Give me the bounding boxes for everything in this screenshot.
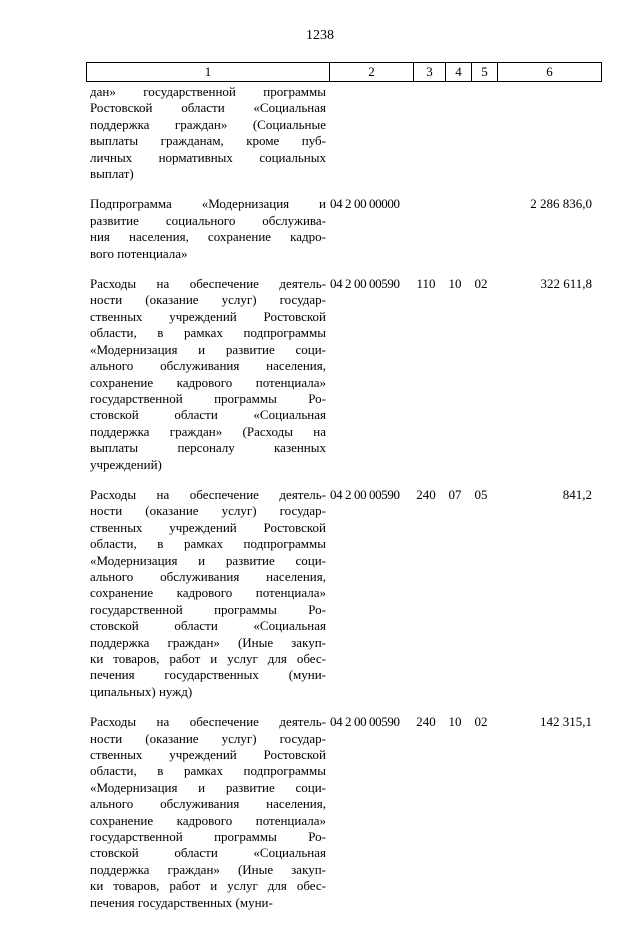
table-row (86, 84, 602, 182)
table-row (86, 714, 602, 911)
description-line: ственных учреждений Ростовской (90, 308, 326, 324)
row-expense-type: 110 (416, 276, 436, 292)
description-line: учреждений) (90, 456, 162, 472)
description-line: ципальных) нужд) (90, 683, 193, 699)
table-row (86, 276, 602, 473)
description-line: «Модернизация и развитие соци- (90, 552, 326, 568)
row-expense-type: 240 (416, 714, 436, 730)
description-line: сохранение кадрового потенциала» (90, 585, 326, 601)
row-subsection (468, 84, 494, 182)
description-line: поддержка граждан» (Иные закуп- (90, 861, 326, 877)
row-subsection: 02 (474, 714, 488, 730)
description-line: вого потенциала» (90, 245, 188, 261)
description-line: ственных учреждений Ростовской (90, 747, 326, 763)
header-col-1: 1 (204, 64, 212, 79)
row-sum (494, 84, 598, 182)
description-line: «Модернизация и развитие соци- (90, 779, 326, 795)
description-line: печения государственных (муни- (90, 894, 273, 910)
row-sum: 322 611,8 (540, 276, 592, 292)
row-sum: 142 315,1 (540, 714, 592, 730)
description-line: государственной программы Ро- (90, 829, 326, 845)
description-line: Ростовской области «Социальная (90, 100, 326, 116)
description-line: ального обслуживания населения, (90, 568, 326, 584)
description-line: сохранение кадрового потенциала» (90, 374, 326, 390)
header-col-3: 3 (413, 63, 445, 81)
row-sum: 2 286 836,0 (530, 196, 592, 212)
row-subsection: 05 (474, 486, 488, 502)
description-line: поддержка граждан» (Расходы на (90, 423, 326, 439)
description-line: стовской области «Социальная (90, 845, 326, 861)
description-line: ки товаров, работ и услуг для обес- (90, 651, 326, 666)
description-line: развитие социального обслужива- (90, 212, 326, 228)
description-line: ности (оказание услуг) государ- (90, 503, 326, 519)
description-line: поддержка граждан» (Иные закуп- (90, 634, 326, 650)
row-section (442, 196, 468, 262)
description-line: выплаты персоналу казенных (90, 440, 326, 456)
description-line: Расходы на обеспечение деятель- (90, 486, 326, 502)
table-body (86, 84, 602, 925)
row-description (90, 714, 326, 911)
description-line: стовской области «Социальная (90, 618, 326, 634)
row-expense-type (410, 196, 442, 262)
row-description (90, 487, 326, 700)
row-description (90, 196, 326, 262)
header-col-6: 6 (497, 63, 601, 81)
row-section: 10 (448, 714, 462, 730)
header-col-5: 5 (471, 63, 497, 81)
row-description (90, 276, 326, 473)
row-sum: 841,2 (562, 486, 592, 502)
header-col-4: 4 (445, 63, 471, 81)
description-line: Расходы на обеспечение деятель- (90, 276, 326, 292)
row-code: 04 2 00 00590 (330, 276, 400, 292)
row-code: 04 2 00 00000 (330, 196, 400, 212)
description-line: Расходы на обеспечение деятель- (90, 714, 326, 730)
description-line: Подпрограмма «Модернизация и (90, 196, 326, 212)
description-line: ки товаров, работ и услуг для обес- (90, 878, 326, 894)
description-line: стовской области «Социальная (90, 407, 326, 423)
row-subsection: 02 (474, 276, 488, 292)
description-line: дан» государственной программы (90, 84, 326, 99)
row-expense-type (410, 84, 442, 182)
description-line: ния населения, сохранение кадро- (90, 229, 326, 245)
table-row (86, 487, 602, 700)
table-header (86, 62, 602, 82)
row-subsection (468, 196, 494, 262)
row-code: 04 2 00 00590 (330, 486, 400, 502)
description-line: выплаты гражданам, кроме пуб- (90, 133, 326, 149)
description-line: государственной программы Ро- (90, 601, 326, 617)
description-line: печения государственных (муни- (90, 667, 326, 683)
description-line: области, в рамках подпрограммы (90, 763, 326, 779)
description-line: сохранение кадрового потенциала» (90, 812, 326, 828)
description-line: ственных учреждений Ростовской (90, 519, 326, 535)
row-code (326, 84, 410, 182)
description-line: личных нормативных социальных (90, 149, 326, 165)
description-line: поддержка граждан» (Социальные (90, 116, 326, 132)
row-section: 10 (448, 276, 462, 292)
description-line: государственной программы Ро- (90, 390, 326, 406)
description-line: выплат) (90, 166, 134, 182)
description-line: «Модернизация и развитие соци- (90, 341, 326, 357)
description-line: ального обслуживания населения, (90, 796, 326, 812)
description-line: ности (оказание услуг) государ- (90, 292, 326, 308)
row-section (442, 84, 468, 182)
row-section: 07 (448, 486, 462, 502)
description-line: ности (оказание услуг) государ- (90, 730, 326, 746)
header-col-2: 2 (329, 63, 413, 81)
description-line: области, в рамках подпрограммы (90, 325, 326, 341)
page-number: 1238 (306, 28, 334, 43)
row-code: 04 2 00 00590 (330, 714, 400, 730)
description-line: ального обслуживания населения, (90, 358, 326, 374)
table-row (86, 196, 602, 262)
description-line: области, в рамках подпрограммы (90, 536, 326, 552)
row-description (90, 84, 326, 182)
row-expense-type: 240 (416, 486, 436, 502)
